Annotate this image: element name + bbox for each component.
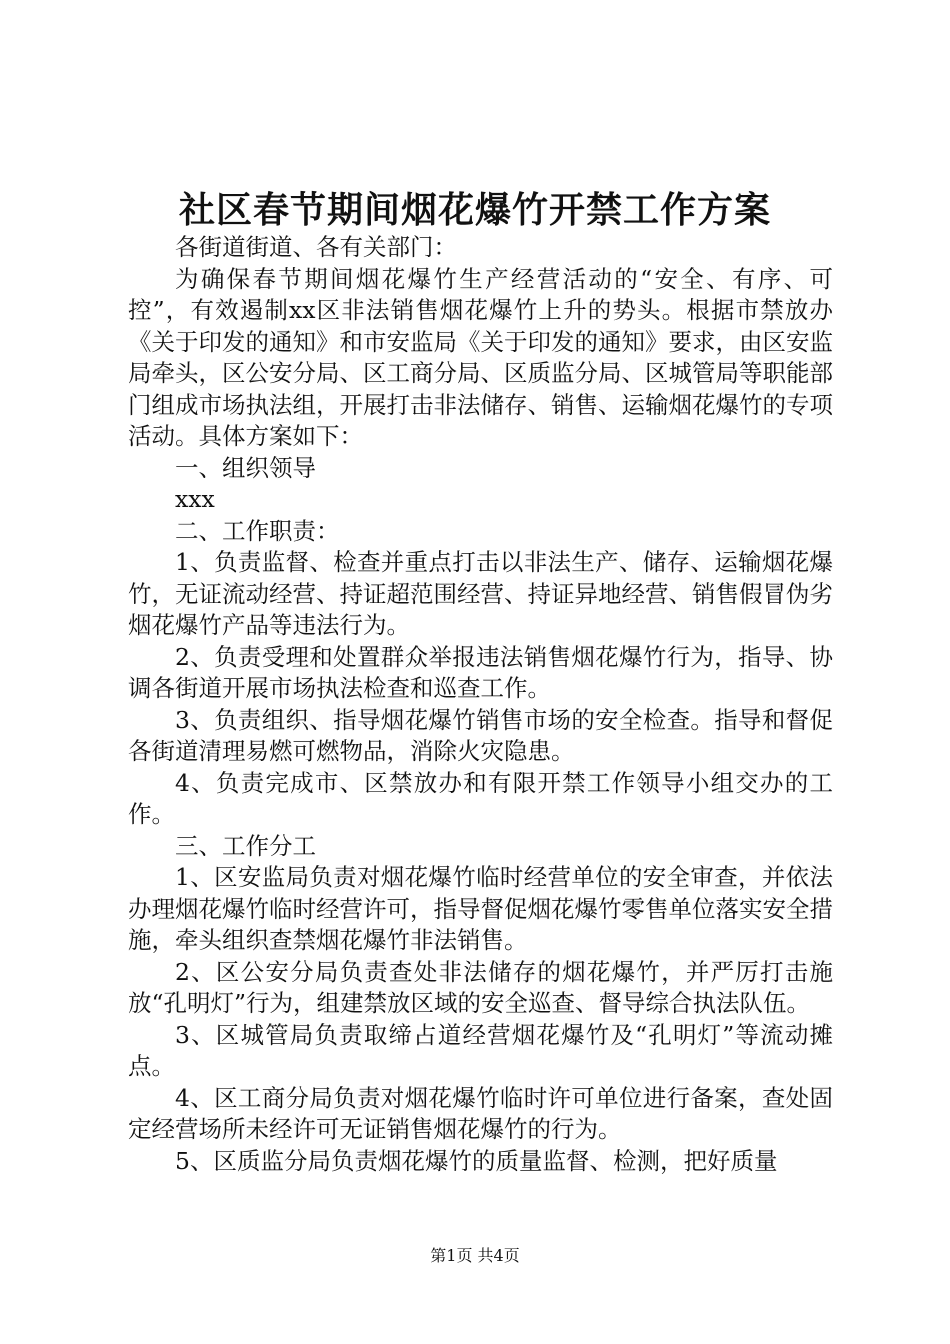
duty-item: 1、负责监督、检查并重点打击以非法生产、储存、运输烟花爆竹，无证流动经营、持证超范围经营、持证异地经营、销售假冒伪劣烟花爆竹产品等违法行为。	[128, 548, 833, 639]
duty-item: 2、负责受理和处置群众举报违法销售烟花爆竹行为，指导、协调各街道开展市场执法检查和巡查工作。	[128, 642, 833, 702]
document-title: 社区春节期间烟花爆竹开禁工作方案	[178, 189, 771, 231]
duty-item: 3、负责组织、指导烟花爆竹销售市场的安全检查。指导和督促各街道清理易燃可燃物品，消除火灾隐患。	[128, 705, 833, 765]
intro-paragraph: 为确保春节期间烟花爆竹生产经营活动的“安全、有序、可控”，有效遏制xx区非法销售烟花爆竹上升的势头。根据市禁放办《关于印发的通知》和市安监局《关于印发的通知》要求，由区安监局牵头，区公安分局、区工商分局、区质监分局、区城管局等职能部门组成市场执法组，开展打击非法储存、销售、运输烟花爆竹的专项活动。具体方案如下：	[128, 264, 833, 450]
division-item: 5、区质监分局负责烟花爆竹的质量监督、检测，把好质量	[175, 1146, 778, 1175]
section-heading: 二、工作职责：	[175, 516, 340, 545]
division-item: 1、区安监局负责对烟花爆竹临时经营单位的安全审查，并依法办理烟花爆竹临时经营许可，指导督促烟花爆竹零售单位落实安全措施，牵头组织查禁烟花爆竹非法销售。	[128, 863, 833, 954]
duty-item: 4、负责完成市、区禁放办和有限开禁工作领导小组交办的工作。	[128, 768, 833, 828]
section-heading: 三、工作分工	[175, 831, 316, 860]
division-item: 4、区工商分局负责对烟花爆竹临时许可单位进行备案，查处固定经营场所未经许可无证销售烟花爆竹的行为。	[128, 1083, 833, 1143]
document-body	[128, 232, 833, 1177]
division-item: 3、区城管局负责取缔占道经营烟花爆竹及“孔明灯”等流动摊点。	[128, 1020, 833, 1080]
salutation-paragraph: 各街道街道、各有关部门：	[175, 233, 457, 261]
section-heading: 一、组织领导	[175, 453, 316, 482]
division-item: 2、区公安分局负责查处非法储存的烟花爆竹，并严厉打击施放“孔明灯”行为，组建禁放区域的安全巡查、督导综合执法队伍。	[128, 957, 833, 1017]
page-footer: 第1页 共4页	[430, 1246, 520, 1265]
leader-name: xxx	[175, 485, 215, 513]
